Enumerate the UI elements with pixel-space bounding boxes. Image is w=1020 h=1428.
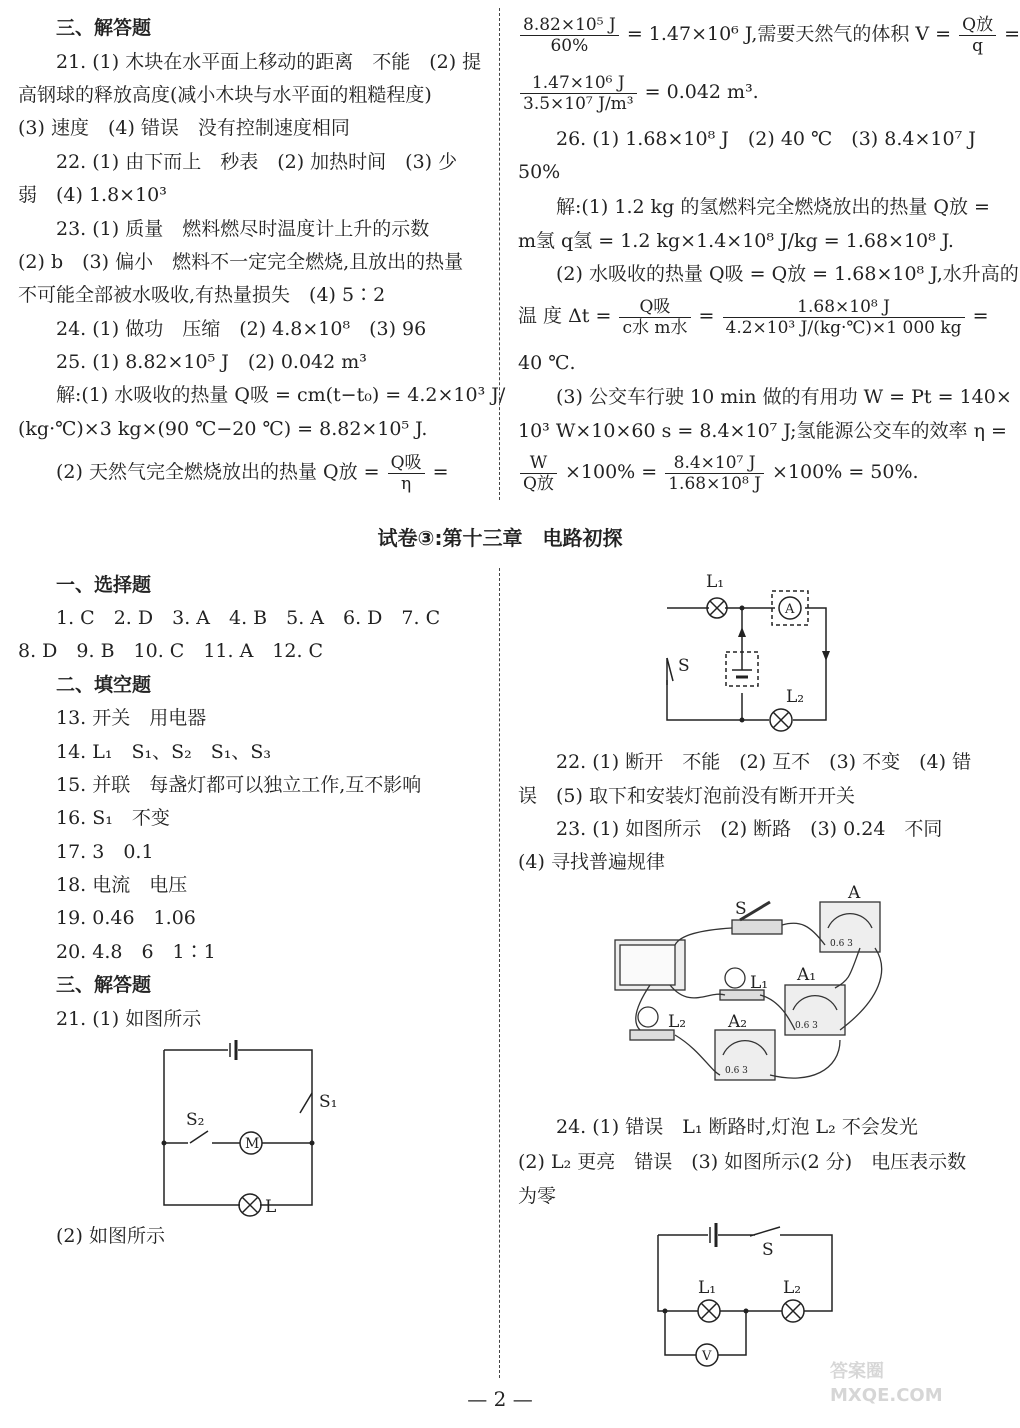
answer-16: 16. S₁ 不变 [56, 807, 170, 829]
choice-answers-2: 8. D 9. B 10. C 11. A 12. C [18, 640, 324, 662]
section-title: 试卷③:第十三章 电路初探 [377, 526, 623, 550]
fraction-heat-over-efficiency: $\frac{\text{8.82×10⁵ J}}{60\%}$ [520, 15, 619, 56]
fraction-efficiency: $\frac{\text{8.4×10⁷ J}}{\text{1.68×10⁸ J}}$ [665, 453, 764, 494]
equals: = [972, 305, 989, 327]
label-motor: M [245, 1136, 260, 1152]
equals: = [432, 461, 449, 483]
answer-26-solution-6: (3) 公交车行驶 10 min 做的有用功 W = Pt = 140× [556, 386, 1012, 408]
answer-24-line1: 24. (1) 错误 L₁ 断路时,灯泡 L₂ 不会发光 [556, 1116, 918, 1138]
fraction-temperature: $\frac{\text{1.68×10⁸ J}}{\text{4.2×10³ J/(kg·℃)×1 000 kg}}$ [723, 297, 965, 338]
label-switch-2: S [735, 899, 747, 919]
answer-24: 24. (1) 做功 压缩 (2) 4.8×10⁸ (3) 96 [56, 318, 427, 340]
answer-26-line2: 50% [518, 161, 561, 183]
heading-fill: 二、填空题 [56, 674, 152, 696]
answer-23-line2: (4) 寻找普遍规律 [518, 851, 665, 873]
volume-text: = 1.47×10⁶ J,需要天然气的体积 V = [626, 23, 952, 45]
label-lamp: L [265, 1197, 277, 1217]
answer-26-solution-4 [518, 292, 989, 340]
answer-22-line2: 误 (5) 取下和安装灯泡前没有断开开关 [518, 785, 855, 807]
answer-15: 15. 并联 每盏灯都可以独立工作,互不影响 [56, 774, 422, 796]
column-divider-top [499, 8, 500, 500]
answer-26-solution-7: 10³ W×10×60 s = 8.4×10⁷ J;氢能源公交车的效率 η = [518, 420, 1007, 442]
answer-21-line2: 高钢球的释放高度(减小木块与水平面的粗糙程度) [18, 84, 432, 106]
watermark: 答案圈 MXQE.COM [830, 1361, 943, 1406]
answer-24-line3: 为零 [518, 1185, 557, 1207]
label-lamp-l2: L₂ [668, 1012, 687, 1032]
answer-23-line1: 23. (1) 如图所示 (2) 断路 (3) 0.24 不同 [556, 818, 943, 840]
heading-solutions-2: 三、解答题 [56, 974, 152, 996]
answer-26-solution-1: 解:(1) 1.2 kg 的氢燃料完全燃烧放出的热量 Q放 = [556, 196, 990, 218]
label-voltmeter: V [702, 1349, 712, 1364]
equals: = [698, 305, 715, 327]
page-number: — 2 — [467, 1387, 533, 1411]
circuit-diagram-22 [650, 565, 850, 730]
fraction-q-over-cm: $\frac{\text{Q吸}}{\text{c水 m水}}$ [619, 297, 690, 338]
circuit-diagram-23 [610, 880, 900, 1100]
answer-26: 26. (1) 1.68×10⁸ J (2) 40 ℃ (3) 8.4×10⁷ J [556, 128, 976, 150]
answer-14: 14. L₁ S₁、S₂ S₁、S₃ [56, 741, 272, 763]
label-l2: L₂ [786, 687, 805, 707]
answer-21-line3: (3) 速度 (4) 错误 没有控制速度相同 [18, 117, 350, 139]
temperature-text: 温 度 Δt = [518, 305, 612, 327]
label-switch: S [678, 656, 690, 676]
answer-21-line1: 21. (1) 木块在水平面上移动的距离 不能 (2) 提 [56, 51, 482, 73]
fraction-w-over-q: $\frac{W}{\text{Q放}}$ [520, 453, 557, 494]
label-switch-3: S [762, 1240, 774, 1260]
heading-solutions: 三、解答题 [56, 17, 152, 39]
answer-13: 13. 开关 用电器 [56, 707, 207, 729]
fraction-volume: $\frac{\text{1.47×10⁶ J}}{\text{3.5×10⁷ J/m³}}$ [520, 73, 637, 114]
answer-22-line2: 弱 (4) 1.8×10³ [18, 184, 167, 206]
circuit-diagram-24 [650, 1215, 870, 1375]
answer-18: 18. 电流 电压 [56, 874, 188, 896]
answer-23-line3: 不可能全部被水吸收,有热量损失 (4) 5∶2 [18, 284, 386, 306]
answer-23-line2: (2) b (3) 偏小 燃料不一定完全燃烧,且放出的热量 [18, 251, 464, 273]
answer-25-solution-3-text: (2) 天然气完全燃烧放出的热量 Q放 = [56, 461, 380, 483]
answer-22-line1: 22. (1) 由下而上 秒表 (2) 加热时间 (3) 少 [56, 151, 458, 173]
fraction-q-over-q: $\frac{\text{Q放}}{q}$ [959, 15, 996, 56]
efficiency-text: ×100% = [564, 461, 658, 483]
answer-26-solution-2: m氢 q氢 = 1.2 kg×1.4×10⁸ J/kg = 1.68×10⁸ J. [518, 230, 954, 252]
label-s1: S₁ [319, 1092, 338, 1112]
volume-result: = 0.042 m³. [644, 81, 759, 103]
label-l2-3: L₂ [783, 1278, 802, 1298]
answer-26-solution-8 [518, 448, 919, 496]
answer-23-line1: 23. (1) 质量 燃料燃尽时温度计上升的示数 [56, 218, 430, 240]
answer-20: 20. 4.8 6 1∶1 [56, 941, 216, 963]
answer-21-part2: (2) 如图所示 [56, 1225, 165, 1247]
meter-a1-ticks: 0.6 3 [795, 1021, 818, 1031]
label-lamp-l1: L₁ [750, 973, 769, 993]
efficiency-result: ×100% = 50%. [772, 461, 919, 483]
label-l1-3: L₁ [698, 1278, 717, 1298]
equals: = [1004, 23, 1020, 45]
answer-22-line1: 22. (1) 断开 不能 (2) 互不 (3) 不变 (4) 错 [556, 751, 972, 773]
answer-25-solution-3 [56, 448, 448, 496]
answer-25-continued-2 [518, 68, 759, 116]
label-s2: S₂ [186, 1110, 205, 1130]
label-meter-a2: A₂ [728, 1012, 748, 1032]
heading-choice: 一、选择题 [56, 574, 152, 596]
answer-24-line2: (2) L₂ 更亮 错误 (3) 如图所示(2 分) 电压表示数 [518, 1151, 967, 1173]
answer-19: 19. 0.46 1.06 [56, 907, 196, 929]
choice-answers-1: 1. C 2. D 3. A 4. B 5. A 6. D 7. C [56, 607, 441, 629]
label-l1: L₁ [706, 572, 725, 592]
answer-25: 25. (1) 8.82×10⁵ J (2) 0.042 m³ [56, 351, 367, 373]
answer-25-continued-1 [518, 10, 1020, 58]
answer-17: 17. 3 0.1 [56, 841, 154, 863]
label-meter-a1: A₁ [797, 965, 817, 985]
label-meter-a: A [848, 883, 861, 903]
answer-25-solution-1: 解:(1) 水吸收的热量 Q吸 = cm(t−t₀) = 4.2×10³ J/ [56, 384, 506, 406]
answer-21: 21. (1) 如图所示 [56, 1008, 202, 1030]
circuit-diagram-21 [150, 1035, 338, 1217]
answer-26-solution-3: (2) 水吸收的热量 Q吸 = Q放 = 1.68×10⁸ J,水升高的 [556, 263, 1019, 285]
column-divider-bottom [499, 568, 500, 1378]
answer-26-solution-5: 40 ℃. [518, 352, 576, 374]
meter-a2-ticks: 0.6 3 [725, 1066, 748, 1076]
meter-a-ticks: 0.6 3 [830, 939, 853, 949]
fraction-q-over-eta: $\frac{\text{Q吸}}{\eta}$ [388, 453, 425, 494]
label-ammeter: A [785, 602, 795, 617]
answer-25-solution-2: (kg·℃)×3 kg×(90 ℃−20 ℃) = 8.82×10⁵ J. [18, 418, 428, 440]
